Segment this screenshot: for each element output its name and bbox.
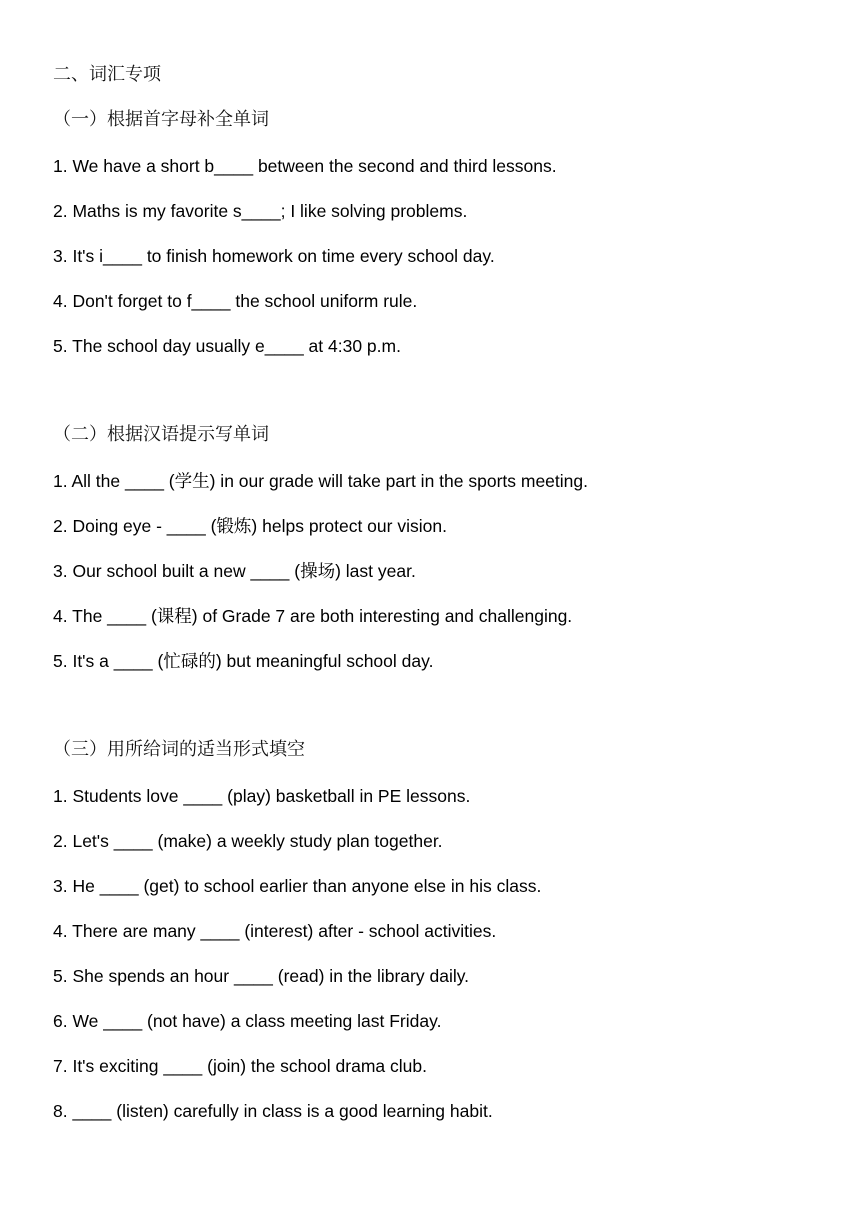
part3-item-2: 2. Let's ____ (make) a weekly study plan together.: [53, 831, 443, 851]
section-title: 二、词汇专项: [53, 64, 161, 85]
part3-item-6: 6. We ____ (not have) a class meeting last Friday.: [53, 1011, 442, 1031]
part3-title: （三）用所给词的适当形式填空: [53, 739, 305, 760]
part1-item-4: 4. Don't forget to f____ the school uniform rule.: [53, 291, 418, 311]
part3-item-1: 1. Students love ____ (play) basketball in PE lessons.: [53, 786, 471, 806]
part1-title: （一）根据首字母补全单词: [53, 109, 269, 130]
part2-item-5: 5. It's a ____ (忙碌的) but meaningful school day.: [53, 651, 434, 671]
part3-item-5: 5. She spends an hour ____ (read) in the library daily.: [53, 966, 470, 986]
part2-item-4: 4. The ____ (课程) of Grade 7 are both interesting and challenging.: [53, 606, 573, 626]
part1-item-1: 1. We have a short b____ between the second and third lessons.: [53, 156, 557, 176]
part2-item-2: 2. Doing eye - ____ (锻炼) helps protect our vision.: [53, 516, 447, 536]
part1-item-5: 5. The school day usually e____ at 4:30 p.m.: [53, 336, 401, 356]
part2-item-3: 3. Our school built a new ____ (操场) last year.: [53, 561, 416, 581]
part3-item-8: 8. ____ (listen) carefully in class is a good learning habit.: [53, 1101, 493, 1121]
part1-item-3: 3. It's i____ to finish homework on time every school day.: [53, 246, 495, 266]
part1-item-2: 2. Maths is my favorite s____; I like solving problems.: [53, 201, 468, 221]
part3-item-7: 7. It's exciting ____ (join) the school drama club.: [53, 1056, 427, 1076]
part3-item-4: 4. There are many ____ (interest) after - school activities.: [53, 921, 497, 941]
part3-item-3: 3. He ____ (get) to school earlier than anyone else in his class.: [53, 876, 542, 896]
part2-title: （二）根据汉语提示写单词: [53, 424, 269, 445]
part2-item-1: 1. All the ____ (学生) in our grade will take part in the sports meeting.: [53, 471, 588, 491]
